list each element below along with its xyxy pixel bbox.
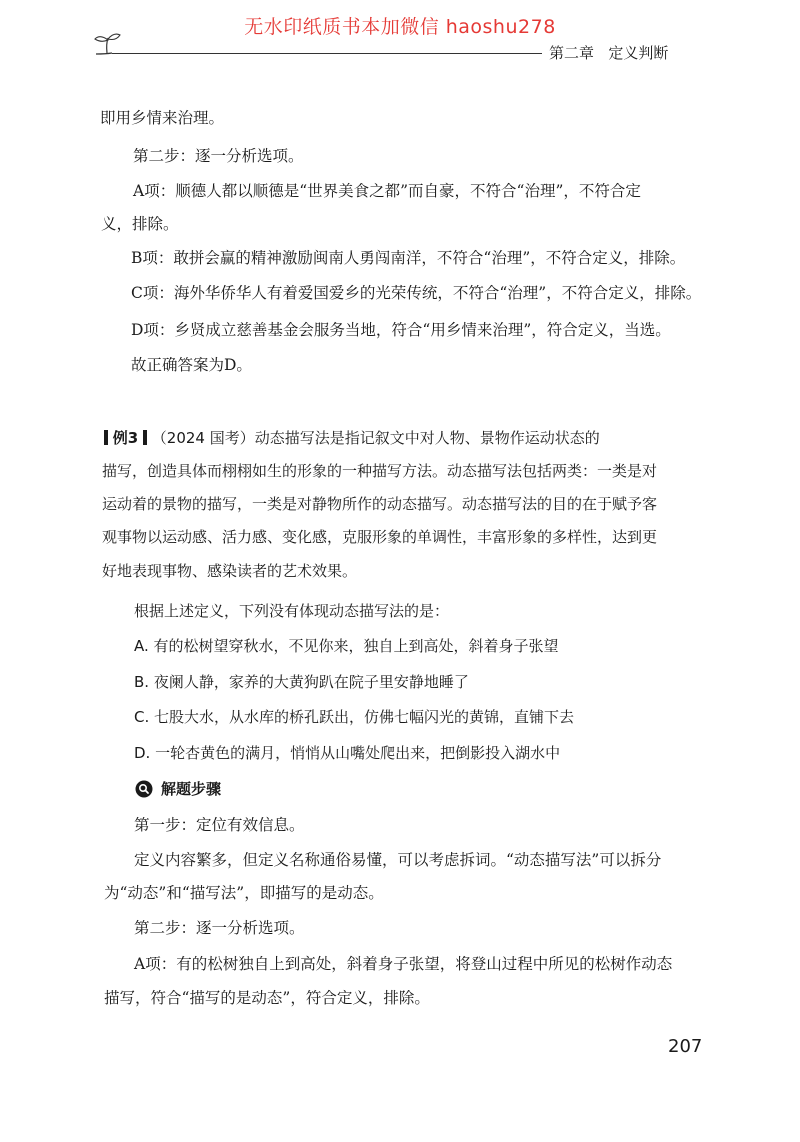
analysis-option-c: C项：海外华侨华人有着爱国爱乡的光荣传统，不符合“治理”，不符合定义，排除。 — [131, 284, 702, 302]
example-bar-right — [143, 430, 147, 445]
solution-step1: 第一步：定位有效信息。 — [134, 816, 305, 834]
solution-para-line1: 定义内容繁多，但定义名称通俗易懂，可以考虑拆词。“动态描写法”可以拆分 — [134, 851, 662, 869]
analysis-option-b: B项：敢拼会赢的精神激励闽南人勇闯南洋，不符合“治理”，不符合定义，排除。 — [131, 249, 686, 267]
running-head — [549, 42, 668, 63]
watermark: 无水印纸质书本加微信 haoshu278 — [244, 16, 556, 38]
analysis-option-a-line1: A项：顺德人都以顺德是“世界美食之都”而自豪，不符合“治理”，不符合定 — [133, 182, 641, 200]
solution-heading-label: 解题步骤 — [161, 780, 222, 798]
chapter-label: 第二章 — [549, 44, 595, 62]
example-bar-left — [104, 430, 108, 445]
solution-heading — [135, 778, 221, 799]
example3-line: 运动着的景物的描写，一类是对静物所作的动态描写。动态描写法的目的在于赋予客 — [102, 495, 658, 513]
header-rule — [112, 53, 542, 54]
example3-option-c: C. 七股大水，从水库的桥孔跃出，仿佛七幅闪光的黄锦，直铺下去 — [134, 708, 575, 726]
example3-option-a: A. 有的松树望穿秋水，不见你来，独自上到高处，斜着身子张望 — [134, 637, 559, 655]
analysis-answer: 故正确答案为D。 — [131, 356, 252, 374]
example3-option-b: B. 夜阑人静，家养的大黄狗趴在院子里安静地睡了 — [134, 673, 469, 691]
example3-line: 描写，创造具体而栩栩如生的形象的一种描写方法。动态描写法包括两类：一类是对 — [102, 462, 658, 480]
example3-line-0: 动态描写法是指记叙文中对人物、景物作运动状态的 — [254, 429, 600, 447]
magnifier-icon — [135, 780, 153, 798]
solution-option-a-line2: 描写，符合“描写的是动态”，符合定义，排除。 — [104, 989, 430, 1007]
example3-first-line — [104, 428, 600, 448]
section-label: 定义判断 — [608, 44, 669, 62]
solution-step2: 第二步：逐一分析选项。 — [134, 919, 305, 937]
page-number: 207 — [668, 1036, 703, 1057]
example3-source: （2024 国考） — [151, 429, 255, 447]
example3-label: 例3 — [112, 429, 139, 447]
solution-option-a-line1: A项：有的松树独自上到高处，斜着身子张望，将登山过程中所见的松树作动态 — [134, 955, 673, 973]
analysis-option-a-line2: 义，排除。 — [101, 215, 179, 233]
example3-line: 好地表现事物、感染读者的艺术效果。 — [102, 562, 358, 580]
analysis-continuation: 即用乡情来治理。 — [100, 109, 225, 127]
example3-option-d: D. 一轮杏黄色的满月，悄悄从山嘴处爬出来，把倒影投入湖水中 — [134, 744, 561, 762]
analysis-option-d: D项：乡贤成立慈善基金会服务当地，符合“用乡情来治理”，符合定义，当选。 — [131, 321, 671, 339]
solution-para-line2: 为“动态”和“描写法”，即描写的是动态。 — [104, 884, 384, 902]
example3-line: 观事物以运动感、活力感、变化感，克服形象的单调性，丰富形象的多样性，达到更 — [102, 528, 658, 546]
analysis-step2: 第二步：逐一分析选项。 — [133, 147, 304, 165]
example3-question: 根据上述定义，下列没有体现动态描写法的是： — [134, 602, 450, 620]
